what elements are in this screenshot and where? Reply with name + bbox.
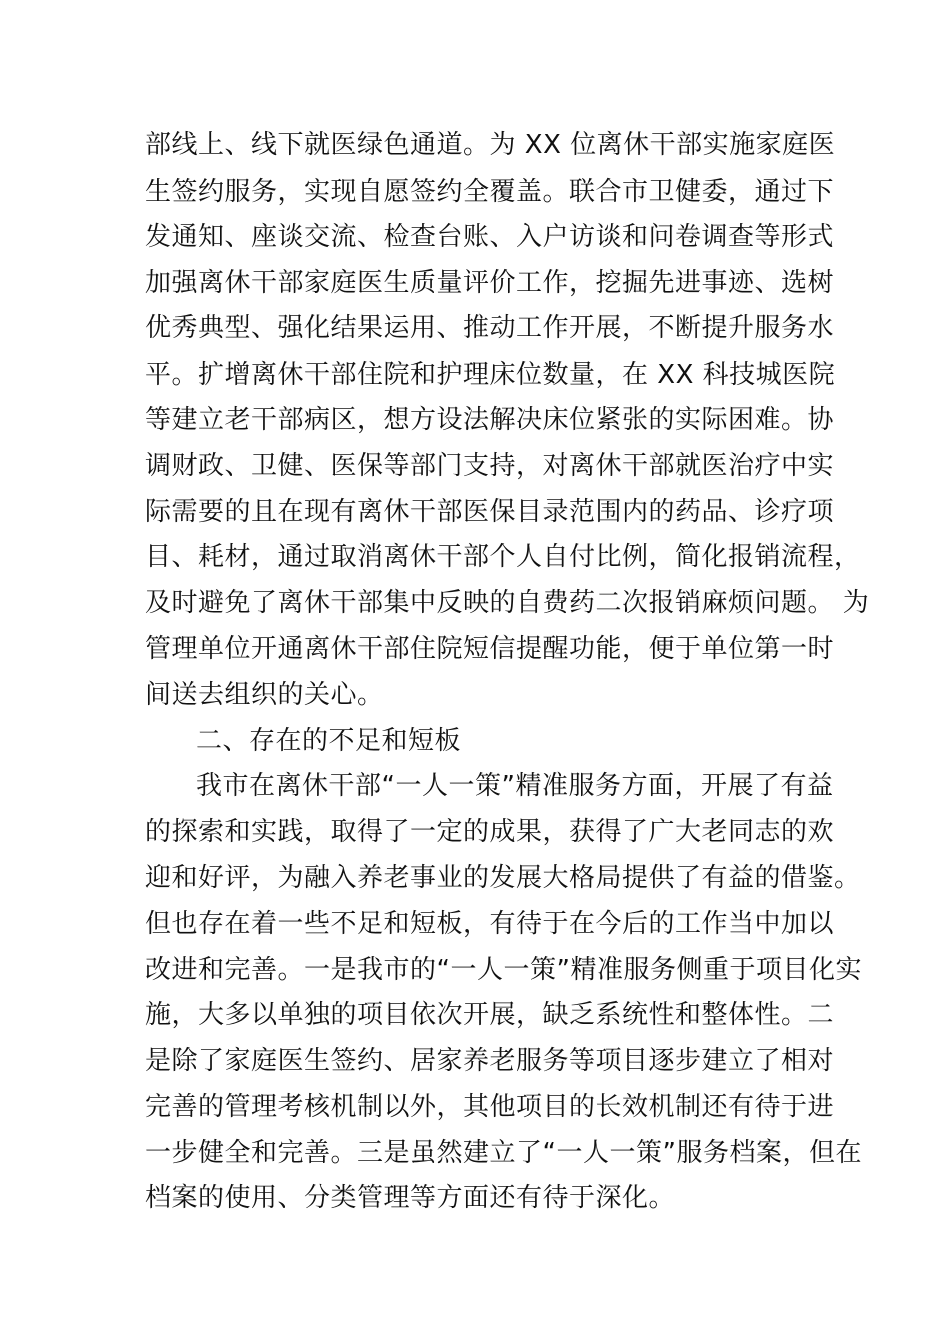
text-line: 一步健全和完善。三是虽然建立了“一人一策”服务档案，但在 — [145, 1138, 862, 1168]
text-line: 我市在离休干部“一人一策”精准服务方面，开展了有益 — [196, 771, 834, 801]
text-line: 生签约服务，实现自愿签约全覆盖。联合市卫健委，通过下 — [145, 177, 835, 207]
text-line: 管理单位开通离休干部住院短信提醒功能，便于单位第一时 — [145, 634, 835, 664]
text-line: 完善的管理考核机制以外，其他项目的长效机制还有待于进 — [145, 1092, 835, 1122]
text-line: 调财政、卫健、医保等部门支持，对离休干部就医治疗中实 — [145, 451, 835, 481]
text-line: 及时避免了离休干部集中反映的自费药二次报销麻烦问题。 为 — [145, 588, 870, 618]
text-line: 目、耗材，通过取消离休干部个人自付比例，简化报销流程， — [145, 542, 861, 572]
text-line: 发通知、座谈交流、检查台账、入户访谈和问卷调查等形式 — [145, 222, 835, 252]
text-line: 改进和完善。一是我市的“一人一策”精准服务侧重于项目化实 — [145, 955, 862, 985]
section-heading: 二、存在的不足和短板 — [196, 726, 462, 756]
text-line: 施，大多以单独的项目依次开展，缺乏系统性和整体性。二 — [145, 1000, 835, 1030]
text-line: 加强离休干部家庭医生质量评价工作，挖掘先进事迹、选树 — [145, 268, 835, 298]
text-line: 档案的使用、分类管理等方面还有待于深化。 — [145, 1183, 676, 1213]
text-line: 等建立老干部病区，想方设法解决床位紧张的实际困难。协 — [145, 405, 835, 435]
text-line: 平。扩增离休干部住院和护理床位数量，在 XX 科技城医院 — [145, 360, 836, 390]
text-line: 的探索和实践，取得了一定的成果，获得了广大老同志的欢 — [145, 817, 835, 847]
text-line: 迎和好评，为融入养老事业的发展大格局提供了有益的借鉴。 — [145, 863, 861, 893]
text-line: 是除了家庭医生签约、居家养老服务等项目逐步建立了相对 — [145, 1046, 835, 1076]
text-line: 但也存在着一些不足和短板，有待于在今后的工作当中加以 — [145, 909, 835, 939]
text-line: 间送去组织的关心。 — [145, 680, 384, 710]
text-line: 部线上、线下就医绿色通道。为 XX 位离休干部实施家庭医 — [145, 130, 836, 160]
text-line: 际需要的且在现有离休干部医保目录范围内的药品、诊疗项 — [145, 497, 835, 527]
text-line: 优秀典型、强化结果运用、推动工作开展，不断提升服务水 — [145, 313, 835, 343]
